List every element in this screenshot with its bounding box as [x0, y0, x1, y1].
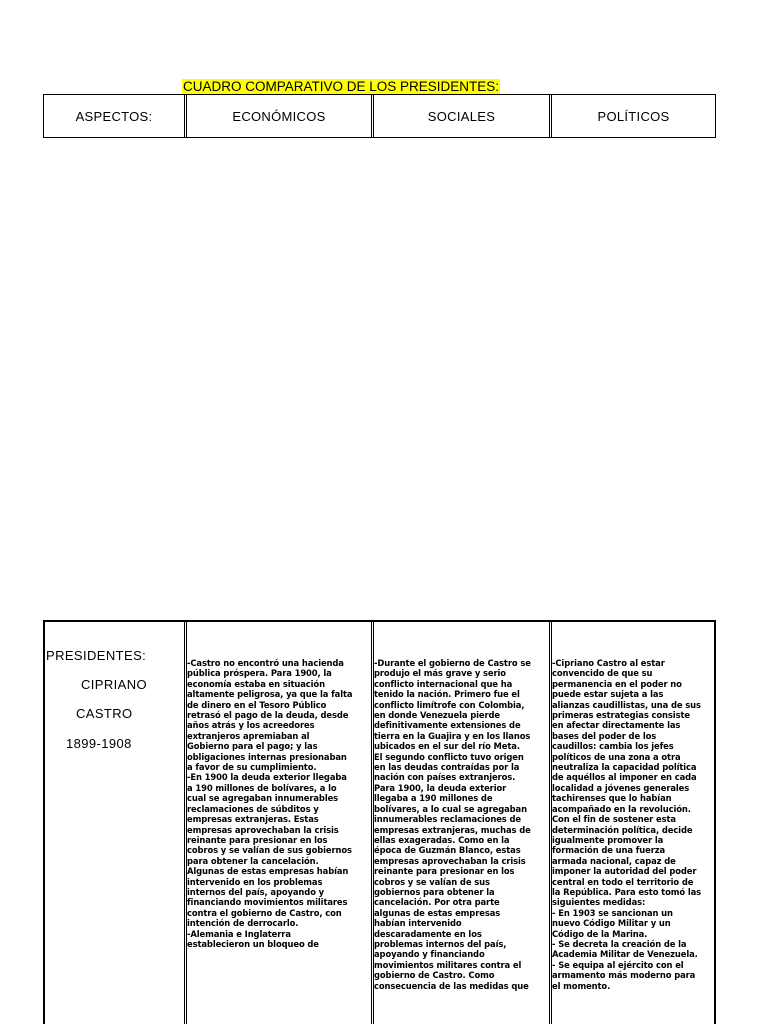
- economicos-text-line: empresas extranjeras. Estas: [187, 814, 319, 825]
- economicos-text-line: obligaciones internas presionaban: [187, 751, 347, 762]
- sociales-text-line: tierra en la Guajira y en los llanos: [374, 730, 531, 741]
- economicos-text-line: años atrás y los acreedores: [187, 720, 315, 731]
- politicos-text-line: - Se decreta la creación de la: [552, 938, 687, 949]
- sociales-text-line: consecuencia de las medidas que: [374, 980, 529, 991]
- politicos-text-line: Con el fin de sostener esta: [552, 814, 676, 825]
- economicos-text-line: empresas aprovechaban la crisis: [187, 824, 339, 835]
- sociales-text-line: innumerables reclamaciones de: [374, 814, 521, 825]
- sociales-text-line: definitivamente extensiones de: [374, 720, 521, 731]
- president-last-name: CASTRO: [76, 706, 133, 721]
- economicos-cell: [187, 658, 369, 1004]
- sociales-text-line: en las deudas contraídas por la: [374, 762, 520, 773]
- sociales-text-line: gobiernos para obtener la: [374, 886, 495, 897]
- politicos-text-line: igualmente promover la: [552, 834, 664, 845]
- politicos-text-line: puede estar sujeta a las: [552, 689, 664, 700]
- politicos-text-line: nuevo Código Militar y un: [552, 918, 671, 929]
- politicos-text-line: localidad a jóvenes generales: [552, 782, 690, 793]
- sociales-text-line: llegaba a 190 millones de: [374, 793, 493, 804]
- politicos-text-line: el momento.: [552, 980, 611, 991]
- economicos-text-line: establecieron un bloqueo de: [187, 938, 319, 949]
- economicos-text-line: Gobierno para el pago; y las: [187, 741, 318, 752]
- presidents-label: PRESIDENTES:: [46, 648, 147, 663]
- sociales-text-line: bolívares, a lo cual se agregaban: [374, 803, 527, 814]
- politicos-text-line: Academia Militar de Venezuela.: [552, 949, 698, 960]
- politicos-text-line: de aquéllos al imponer en cada: [552, 772, 697, 783]
- politicos-text-line: la República. Para esto tomó las: [552, 886, 702, 897]
- politicos-text-line: central en todo el territorio de: [552, 876, 694, 887]
- politicos-text-line: formación de una fuerza: [552, 845, 666, 856]
- economicos-text-line: Algunas de estas empresas habían: [187, 866, 349, 877]
- economicos-text-line: -Alemania e Inglaterra: [187, 928, 291, 939]
- economicos-text-line: financiando movimientos militares: [187, 897, 348, 908]
- politicos-text-line: convencido de que su: [552, 668, 653, 679]
- president-period: 1899-1908: [66, 736, 132, 751]
- economicos-text-line: a 190 millones de bolívares, a lo: [187, 782, 337, 793]
- sociales-text-line: gobierno de Castro. Como: [374, 970, 495, 981]
- sociales-text-line: Para 1900, la deuda exterior: [374, 782, 507, 793]
- economicos-text-line: contra el gobierno de Castro, con: [187, 907, 342, 918]
- header-sociales: SOCIALES: [427, 108, 496, 124]
- politicos-text-line: bases del poder de los: [552, 730, 657, 741]
- sociales-text-line: produjo el más grave y serio: [374, 668, 506, 679]
- politicos-text-line: en afectar directamente las: [552, 720, 681, 731]
- sociales-text-line: descaradamente en los: [374, 928, 482, 939]
- politicos-text-line: -Cipriano Castro al estar: [552, 658, 665, 668]
- sociales-cell: [374, 658, 547, 1004]
- sociales-text-line: -Durante el gobierno de Castro se: [374, 658, 531, 668]
- header-aspectos: ASPECTOS:: [75, 108, 153, 124]
- sociales-text-line: empresas extranjeras, muchas de: [374, 824, 531, 835]
- economicos-text-line: reclamaciones de súbditos y: [187, 803, 319, 814]
- politicos-text-line: armada nacional, capaz de: [552, 855, 676, 866]
- header-economicos: ECONÓMICOS: [232, 108, 326, 124]
- sociales-text-line: problemas internos del país,: [374, 938, 507, 949]
- politicos-text-line: acompañado en la revolución.: [552, 803, 691, 814]
- economicos-text-line: intención de derrocarlo.: [187, 918, 299, 929]
- politicos-text-line: alianzas caudillistas, una de sus: [552, 699, 701, 710]
- sociales-text-line: cobros y se valían de sus: [374, 876, 490, 887]
- president-first-name: CIPRIANO: [81, 677, 148, 692]
- sociales-text-line: algunas de estas empresas: [374, 907, 501, 918]
- header-row: [43, 94, 716, 138]
- politicos-text-line: armamento más moderno para: [552, 970, 696, 981]
- politicos-text-line: primeras estrategias consiste: [552, 710, 690, 721]
- economicos-text-line: internos del país, apoyando y: [187, 886, 325, 897]
- politicos-text-line: - En 1903 se sancionan un: [552, 907, 673, 918]
- politicos-text-line: Código de la Marina.: [552, 928, 648, 939]
- sociales-text-line: habían intervenido: [374, 918, 462, 929]
- economicos-text-line: retrasó el pago de la deuda, desde: [187, 710, 349, 721]
- president-row: [43, 620, 716, 1024]
- politicos-text-line: determinación política, decide: [552, 824, 693, 835]
- economicos-text-line: economía estaba en situación: [187, 678, 325, 689]
- sociales-text-line: ubicados en el sur del río Meta.: [374, 741, 520, 752]
- sociales-text-line: conflicto internacional que ha: [374, 678, 513, 689]
- sociales-text-line: reinante para presionar en los: [374, 866, 515, 877]
- economicos-text-line: a favor de su cumplimiento.: [187, 762, 317, 773]
- economicos-text-line: -Castro no encontró una hacienda: [187, 658, 344, 668]
- sociales-text-line: nación con países extranjeros.: [374, 772, 516, 783]
- economicos-text-line: reinante para presionar en los: [187, 834, 328, 845]
- economicos-text-line: para obtener la cancelación.: [187, 855, 319, 866]
- sociales-text-line: época de Guzmán Blanco, estas: [374, 845, 521, 856]
- sociales-text-line: empresas aprovechaban la crisis: [374, 855, 526, 866]
- economicos-text-line: altamente peligrosa, ya que la falta: [187, 689, 353, 700]
- economicos-text-line: intervenido en los problemas: [187, 876, 323, 887]
- economicos-text-line: extranjeros apremiaban al: [187, 730, 310, 741]
- politicos-text-line: siguientes medidas:: [552, 897, 646, 908]
- politicos-text-line: tachirenses que lo habían: [552, 793, 672, 804]
- economicos-text-line: -En 1900 la deuda exterior llegaba: [187, 772, 347, 783]
- politicos-text-line: neutraliza la capacidad política: [552, 762, 697, 773]
- sociales-text-line: movimientos militares contra el: [374, 959, 522, 970]
- sociales-text-line: en donde Venezuela pierde: [374, 710, 501, 721]
- sociales-text-line: ellas exageradas. Como en la: [374, 834, 510, 845]
- header-politicos: POLÍTICOS: [597, 108, 670, 124]
- sociales-text-line: apoyando y financiando: [374, 949, 485, 960]
- sociales-text-line: conflicto limítrofe con Colombia,: [374, 699, 525, 710]
- politicos-text-line: políticos de una zona a otra: [552, 751, 681, 762]
- politicos-text-line: - Se equipa al ejército con el: [552, 959, 684, 970]
- sociales-text-line: tenido la nación. Primero fue el: [374, 689, 520, 700]
- sociales-text-line: El segundo conflicto tuvo origen: [374, 751, 524, 762]
- economicos-text-line: pública próspera. Para 1900, la: [187, 668, 332, 679]
- politicos-cell: [552, 658, 716, 1004]
- sociales-text-line: cancelación. Por otra parte: [374, 897, 500, 908]
- document-title: CUADRO COMPARATIVO DE LOS PRESIDENTES:: [183, 79, 500, 94]
- politicos-text-line: imponer la autoridad del poder: [552, 866, 697, 877]
- politicos-text-line: permanencia en el poder no: [552, 678, 682, 689]
- politicos-text-line: caudillos: cambia los jefes: [552, 741, 674, 752]
- economicos-text-line: cobros y se valían de sus gobiernos: [187, 845, 352, 856]
- economicos-text-line: de dinero en el Tesoro Público: [187, 699, 327, 710]
- economicos-text-line: cual se agregaban innumerables: [187, 793, 339, 804]
